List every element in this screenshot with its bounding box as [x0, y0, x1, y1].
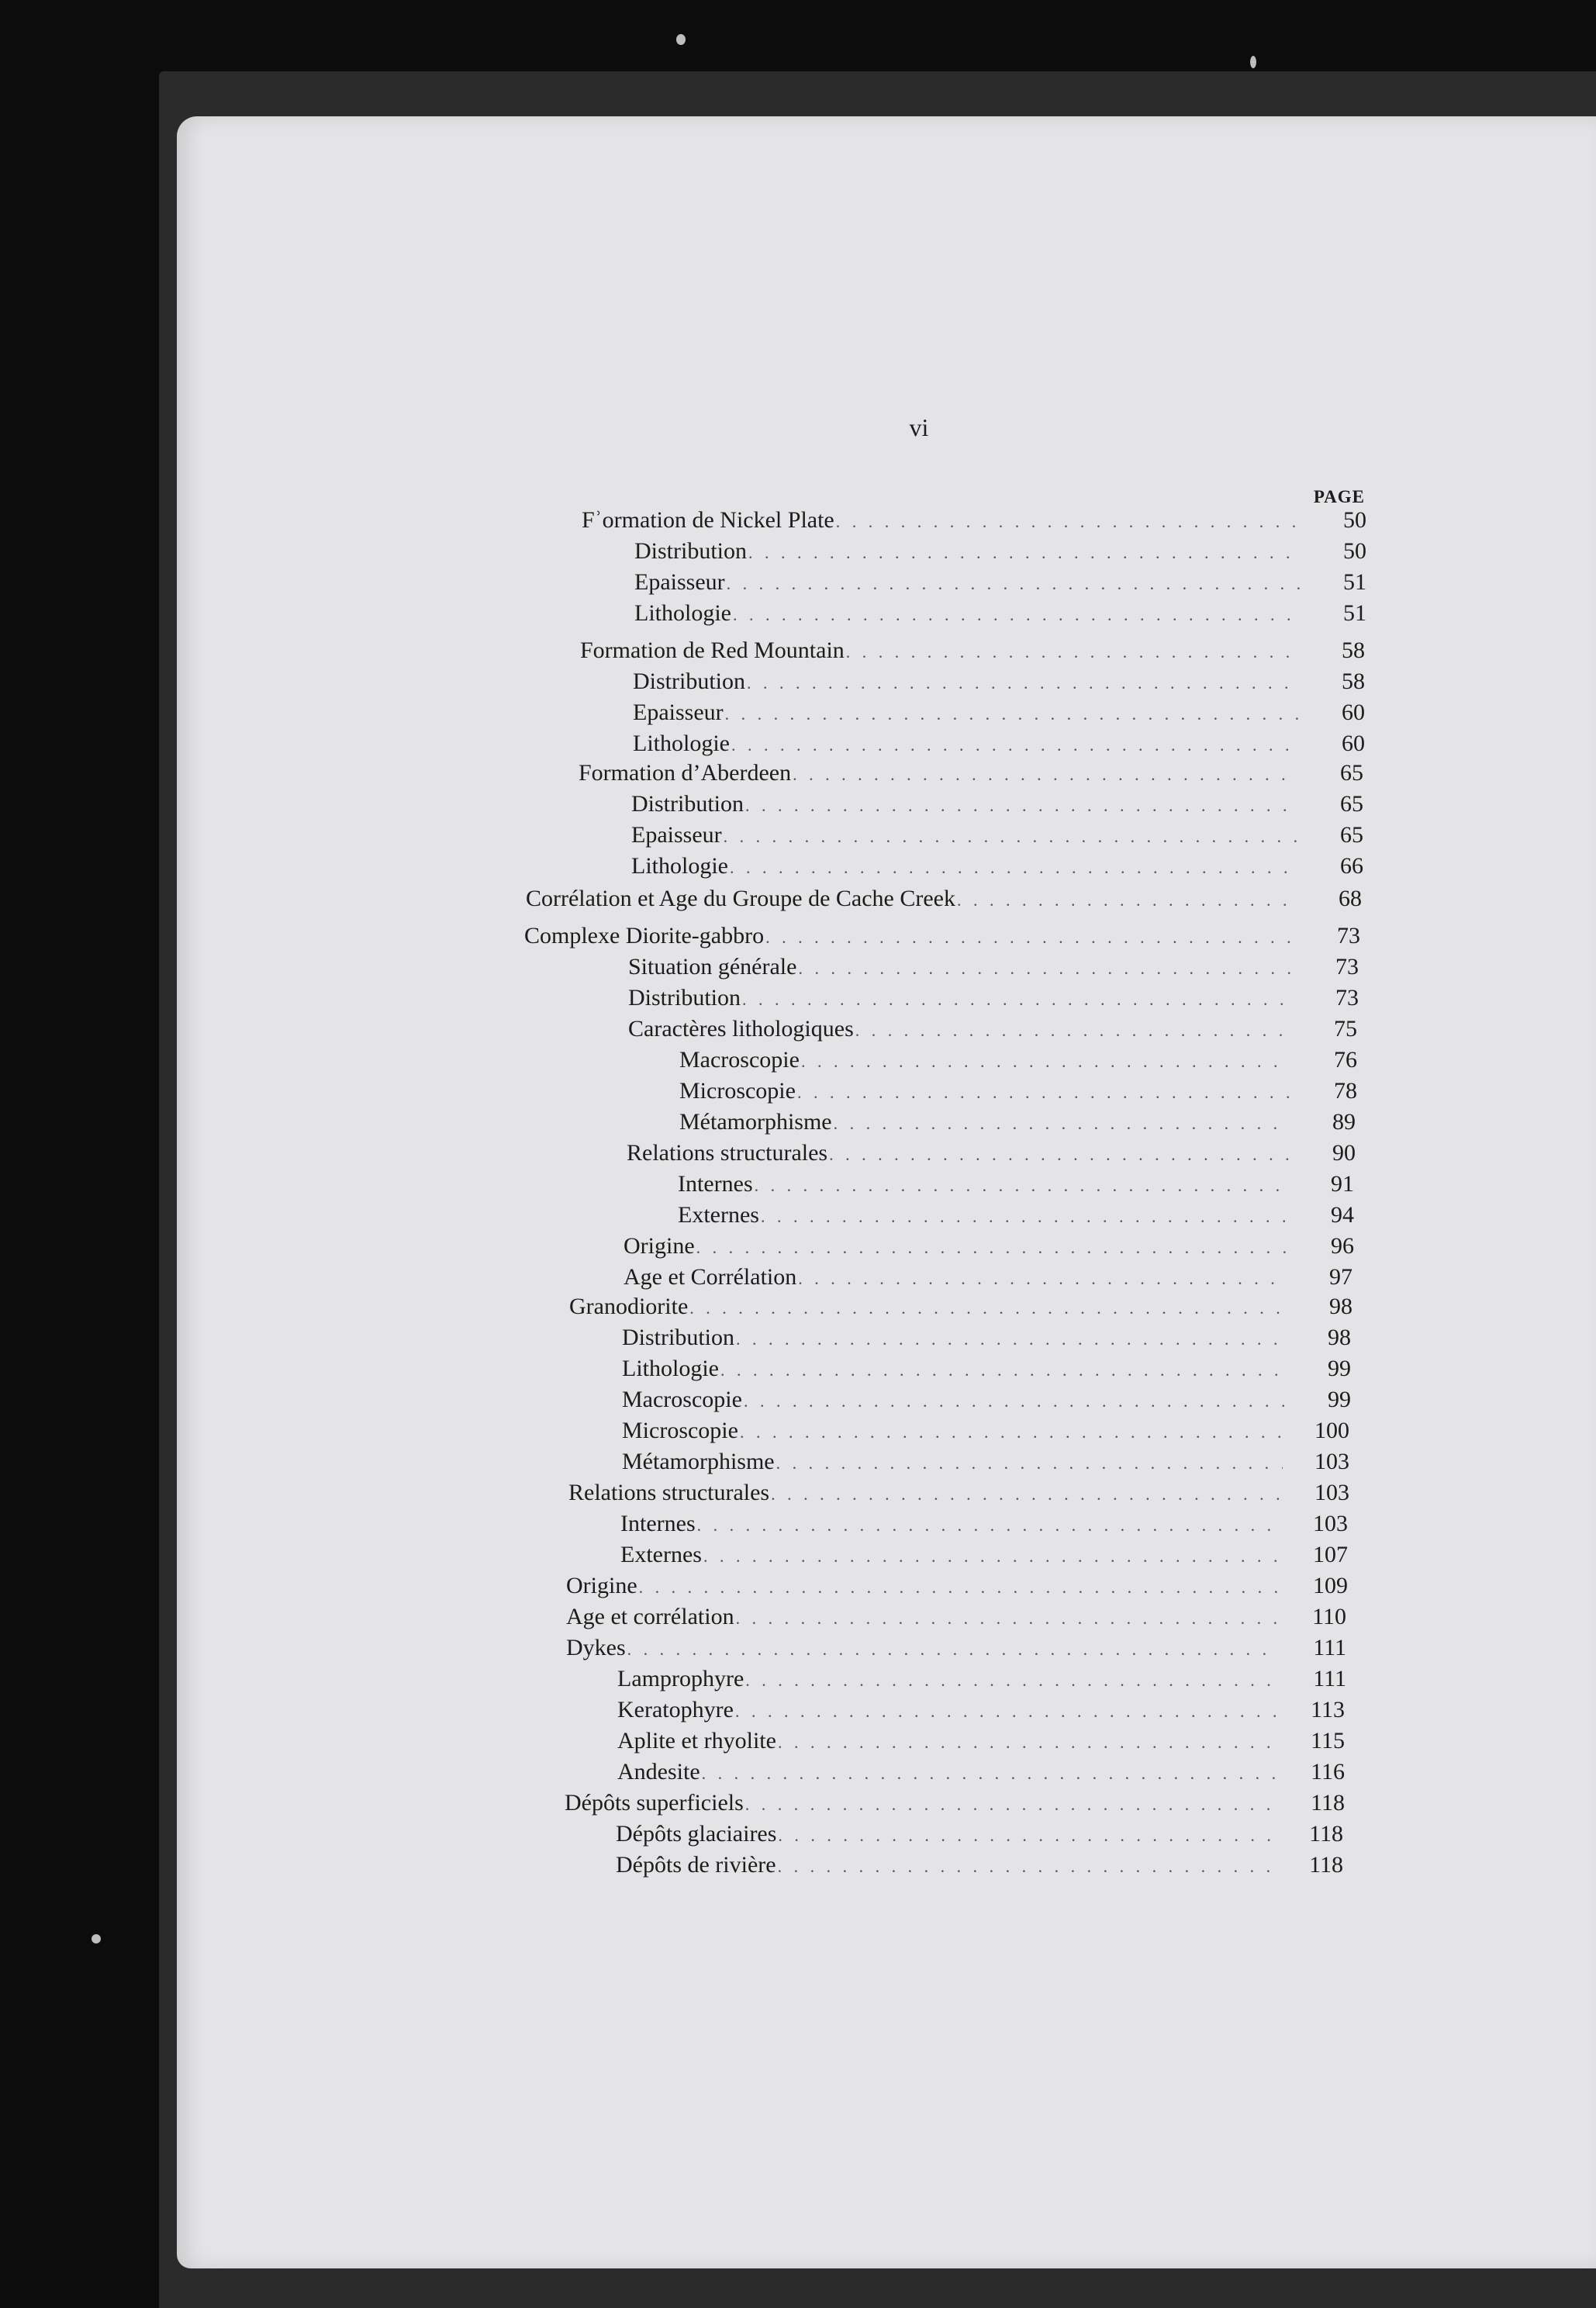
- toc-entry: [580, 636, 1365, 665]
- dot-leader: [724, 822, 1297, 852]
- toc-entry: [617, 1757, 1345, 1787]
- toc-entry-page: 98: [1329, 1294, 1352, 1319]
- toc-entry-title: Dépôts superficiels: [565, 1790, 744, 1816]
- dot-leader: [846, 637, 1298, 667]
- toc-entry-page: 90: [1332, 1140, 1356, 1166]
- dot-leader: [771, 1480, 1283, 1509]
- toc-entry: [631, 821, 1363, 850]
- toc-entry-title: Formation d’Aberdeen: [579, 760, 792, 786]
- toc-entry: [622, 1323, 1351, 1353]
- dot-leader: [689, 1294, 1286, 1323]
- dot-leader: [778, 1821, 1276, 1850]
- toc-entry-title: Microscopie: [622, 1418, 738, 1443]
- dot-leader: [730, 853, 1297, 883]
- page-column-heading: PAGE: [1313, 487, 1365, 506]
- toc-entry: [616, 1819, 1343, 1849]
- toc-entry-page: 73: [1335, 985, 1359, 1011]
- toc-entry: [627, 1138, 1356, 1168]
- toc-entry: [631, 789, 1363, 819]
- toc-entry-title: Distribution: [622, 1325, 735, 1350]
- dot-leader: [744, 1387, 1284, 1416]
- toc-entry: [631, 852, 1363, 881]
- toc-entry-title: Age et Corrélation: [624, 1264, 797, 1290]
- toc-entry: [620, 1509, 1348, 1539]
- toc-entry-title: Lamprophyre: [617, 1666, 744, 1691]
- dot-leader: [761, 1202, 1287, 1232]
- toc-entry-page: 94: [1331, 1202, 1354, 1228]
- toc-entry-title: Aplite et rhyolite: [617, 1728, 776, 1753]
- toc-entry: [526, 884, 1362, 914]
- dot-leader: [639, 1573, 1281, 1602]
- toc-entry-page: 113: [1311, 1697, 1345, 1722]
- toc-entry-page: 111: [1313, 1666, 1346, 1691]
- toc-entry-page: 68: [1339, 886, 1362, 911]
- toc-entry-page: 103: [1314, 1480, 1349, 1505]
- toc-entry: [628, 1014, 1357, 1044]
- toc-entry: [634, 537, 1366, 566]
- toc-entry-title: Relations structurales: [568, 1480, 770, 1505]
- dot-leader: [836, 507, 1300, 537]
- toc-entry: [579, 758, 1363, 788]
- toc-entry-page: 65: [1340, 760, 1363, 786]
- toc-entry: [617, 1726, 1345, 1756]
- toc-entry-title: Externes: [678, 1202, 759, 1228]
- toc-entry: [568, 1478, 1349, 1508]
- toc-entry: [622, 1354, 1351, 1384]
- dot-leader: [747, 669, 1298, 698]
- page-number: vi: [909, 413, 929, 441]
- toc-entry: [566, 1633, 1346, 1663]
- toc-entry-title: Dépôts de rivière: [616, 1852, 776, 1878]
- toc-entry-title: Keratophyre: [617, 1697, 734, 1722]
- toc-entry-title: Macroscopie: [679, 1047, 800, 1073]
- toc-entry: [678, 1201, 1354, 1230]
- toc-entry-title: Epaisseur: [633, 700, 724, 725]
- toc-entry-page: 118: [1311, 1790, 1345, 1816]
- dot-leader: [797, 1078, 1290, 1107]
- toc-entry: [628, 983, 1359, 1013]
- dot-leader: [696, 1233, 1287, 1263]
- dot-leader: [703, 1542, 1281, 1571]
- toc-entry-title: Lithologie: [631, 853, 728, 879]
- toc-entry-title: Distribution: [631, 791, 744, 817]
- dot-leader: [745, 791, 1297, 821]
- toc-entry-page: 116: [1311, 1759, 1345, 1785]
- dot-leader: [778, 1728, 1278, 1757]
- toc-entry-page: 65: [1340, 791, 1363, 817]
- dot-leader: [742, 985, 1292, 1014]
- toc-entry-title: Lithologie: [634, 600, 731, 626]
- toc-entry-page: 60: [1342, 731, 1365, 756]
- dot-leader: [748, 538, 1300, 568]
- toc-entry: [633, 729, 1365, 758]
- toc-entry-title: Microscopie: [679, 1078, 796, 1104]
- dot-leader: [957, 886, 1295, 915]
- dot-leader: [697, 1511, 1281, 1540]
- toc-entry-title: Caractères lithologiques: [628, 1016, 854, 1042]
- dot-leader: [740, 1418, 1283, 1447]
- toc-entry-page: 75: [1334, 1016, 1357, 1042]
- toc-entry: [634, 599, 1366, 628]
- toc-entry: [617, 1695, 1345, 1725]
- dot-leader: [855, 1016, 1290, 1045]
- toc-entry: [622, 1447, 1349, 1477]
- toc-entry-title: Origine: [566, 1573, 637, 1598]
- dot-leader: [731, 731, 1298, 760]
- toc-entry: [622, 1416, 1349, 1446]
- toc-entry-title: Epaisseur: [634, 569, 725, 595]
- toc-entry-title: Relations structurales: [627, 1140, 828, 1166]
- dot-leader: [735, 1697, 1278, 1726]
- toc-entry-page: 109: [1313, 1573, 1348, 1598]
- toc-entry-page: 99: [1328, 1387, 1351, 1412]
- toc-entry-title: Macroscopie: [622, 1387, 742, 1412]
- dot-leader: [720, 1356, 1284, 1385]
- toc-entry: [620, 1540, 1348, 1570]
- toc-entry-title: Externes: [620, 1542, 702, 1567]
- toc-entry: [679, 1076, 1357, 1106]
- toc-entry: [622, 1385, 1351, 1415]
- toc-entry-page: 65: [1340, 822, 1363, 848]
- toc-entry-page: 103: [1313, 1511, 1348, 1536]
- dot-leader: [798, 954, 1292, 983]
- dot-leader: [725, 700, 1298, 729]
- toc-entry-title: Lithologie: [633, 731, 730, 756]
- toc-entry: [616, 1850, 1343, 1880]
- dot-leader: [736, 1325, 1284, 1354]
- toc-entry-page: 107: [1313, 1542, 1348, 1567]
- dot-leader: [778, 1852, 1276, 1881]
- toc-entry-page: 118: [1309, 1821, 1343, 1847]
- dot-leader: [702, 1759, 1278, 1788]
- dot-leader: [627, 1635, 1280, 1664]
- toc-entry-title: Corrélation et Age du Groupe de Cache Creek: [526, 886, 955, 911]
- toc-entry-page: 98: [1328, 1325, 1351, 1350]
- toc-entry: [628, 952, 1359, 982]
- toc-entry-page: 111: [1313, 1635, 1346, 1660]
- toc-entry-page: 76: [1334, 1047, 1357, 1073]
- dot-leader: [801, 1047, 1290, 1076]
- toc-entry: [633, 698, 1365, 727]
- toc-entry: [633, 667, 1365, 696]
- toc-entry: [624, 1263, 1352, 1292]
- toc-entry-title: Distribution: [633, 669, 746, 694]
- toc-entry-page: 97: [1329, 1264, 1352, 1290]
- dot-leader: [745, 1666, 1280, 1695]
- toc-entry-title: Situation générale: [628, 954, 797, 980]
- toc-entry-title: Andesite: [617, 1759, 700, 1785]
- toc-entry: [566, 1571, 1348, 1601]
- toc-entry-page: 60: [1342, 700, 1365, 725]
- toc-entry-title: Dépôts glaciaires: [616, 1821, 777, 1847]
- toc-entry-page: 110: [1312, 1604, 1346, 1629]
- dot-leader: [829, 1140, 1289, 1170]
- toc-entry-title: Distribution: [634, 538, 748, 564]
- toc-entry-page: 91: [1331, 1171, 1354, 1197]
- toc-entry-title: Dykes: [566, 1635, 626, 1660]
- dot-leader: [745, 1790, 1278, 1819]
- toc-entry-title: Distribution: [628, 985, 741, 1011]
- toc-entry: [679, 1107, 1356, 1137]
- toc-entry-title: Métamorphisme: [622, 1449, 775, 1474]
- toc-entry: [565, 1788, 1345, 1818]
- toc-entry-page: 50: [1343, 507, 1366, 533]
- dot-leader: [755, 1171, 1287, 1201]
- toc-entry-title: Internes: [620, 1511, 696, 1536]
- dot-leader: [776, 1449, 1283, 1478]
- toc-entry-page: 51: [1343, 569, 1366, 595]
- toc-entry-page: 66: [1340, 853, 1363, 879]
- toc-entry-title: Complexe Diorite-gabbro: [524, 923, 765, 948]
- toc-entry-page: 118: [1309, 1852, 1343, 1878]
- toc-entry-page: 99: [1328, 1356, 1351, 1381]
- dot-leader: [798, 1264, 1286, 1294]
- toc-entry-title: Métamorphisme: [679, 1109, 832, 1135]
- toc-entry: [569, 1292, 1352, 1322]
- toc-entry: [679, 1045, 1357, 1075]
- toc-entry-title: Fʾormation de Nickel Plate: [582, 507, 834, 533]
- toc-entry-page: 73: [1335, 954, 1359, 980]
- toc-entry-title: Origine: [624, 1233, 695, 1259]
- toc-entry: [624, 1232, 1354, 1261]
- toc-entry-title: Epaisseur: [631, 822, 722, 848]
- toc-entry-title: Formation de Red Mountain: [580, 637, 845, 663]
- dot-leader: [727, 569, 1300, 599]
- toc-entry-title: Lithologie: [622, 1356, 719, 1381]
- dot-leader: [793, 760, 1297, 789]
- toc-entry-page: 89: [1332, 1109, 1356, 1135]
- toc-entry: [566, 1602, 1346, 1632]
- toc-entry-page: 58: [1342, 637, 1365, 663]
- toc-entry: [524, 921, 1360, 951]
- toc-entry-page: 51: [1343, 600, 1366, 626]
- toc-entry-page: 78: [1334, 1078, 1357, 1104]
- toc-entry: [582, 506, 1366, 535]
- toc-entry-title: Granodiorite: [569, 1294, 689, 1319]
- toc-entry-page: 100: [1314, 1418, 1349, 1443]
- toc-entry-title: Age et corrélation: [566, 1604, 734, 1629]
- toc-entry-page: 96: [1331, 1233, 1354, 1259]
- dot-leader: [765, 923, 1294, 952]
- toc-entry-page: 58: [1342, 669, 1365, 694]
- toc-entry-page: 50: [1343, 538, 1366, 564]
- dot-leader: [736, 1604, 1280, 1633]
- toc-entry: [678, 1170, 1354, 1199]
- toc-entry-page: 73: [1337, 923, 1360, 948]
- toc-entry-title: Internes: [678, 1171, 753, 1197]
- dot-leader: [834, 1109, 1289, 1138]
- toc-entry: [634, 568, 1366, 597]
- toc-entry: [617, 1664, 1346, 1694]
- toc-entry-page: 103: [1314, 1449, 1349, 1474]
- dot-leader: [733, 600, 1300, 630]
- toc-entry-page: 115: [1311, 1728, 1345, 1753]
